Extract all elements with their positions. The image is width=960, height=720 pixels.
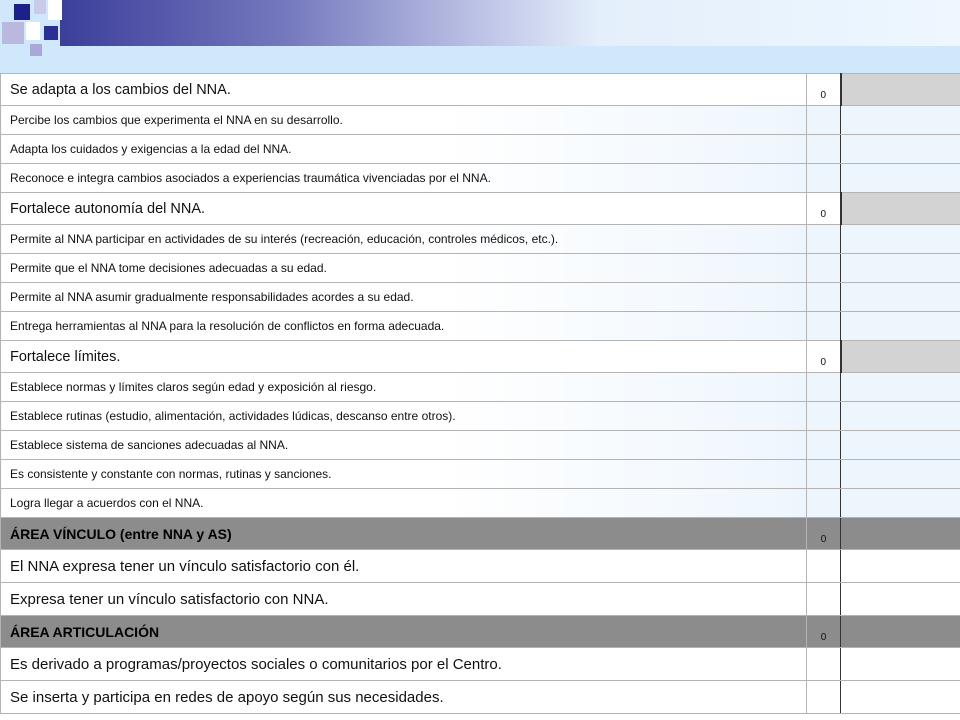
subcategory-row: [1, 341, 960, 373]
score-cell[interactable]: [807, 373, 841, 402]
area-header-row: [1, 616, 960, 648]
decor-square-navy-2: [44, 26, 58, 40]
row-label: Permite que el NNA tome decisiones adecuadas a su edad.: [1, 254, 807, 283]
score-cell[interactable]: [807, 489, 841, 518]
score-cell[interactable]: [807, 106, 841, 135]
banner-gradient-strip: [60, 0, 960, 46]
score-value: 0: [820, 89, 827, 101]
observation-cell[interactable]: [841, 681, 960, 714]
score-cell[interactable]: [807, 616, 841, 648]
row-label: Establece rutinas (estudio, alimentación, actividades lúdicas, descanso entre otros).: [1, 402, 807, 431]
observation-cell[interactable]: [841, 648, 960, 681]
row-label: Es consistente y constante con normas, rutinas y sanciones.: [1, 460, 807, 489]
observation-cell[interactable]: [841, 518, 960, 550]
criteria-row: [1, 489, 960, 518]
score-value: 0: [820, 356, 827, 368]
criteria-row: [1, 681, 960, 714]
observation-cell[interactable]: [841, 402, 960, 431]
criteria-row: [1, 106, 960, 135]
score-cell[interactable]: [807, 135, 841, 164]
score-cell[interactable]: [807, 402, 841, 431]
decor-square-lilac-3: [30, 44, 42, 56]
observation-cell[interactable]: [841, 341, 960, 373]
row-label: Fortalece límites.: [1, 341, 807, 373]
row-label: Logra llegar a acuerdos con el NNA.: [1, 489, 807, 518]
subcategory-row: [1, 74, 960, 106]
criteria-row: [1, 225, 960, 254]
score-cell[interactable]: [807, 583, 841, 616]
row-label: Percibe los cambios que experimenta el NNA en su desarrollo.: [1, 106, 807, 135]
criteria-row: [1, 373, 960, 402]
area-header-row: [1, 518, 960, 550]
criteria-row: [1, 135, 960, 164]
decor-square-navy: [14, 4, 30, 20]
score-value: 0: [820, 631, 827, 643]
decor-square-lilac: [34, 0, 46, 14]
observation-cell[interactable]: [841, 74, 960, 106]
score-cell[interactable]: [807, 312, 841, 341]
observation-cell[interactable]: [841, 373, 960, 402]
criteria-row: [1, 402, 960, 431]
score-cell[interactable]: [807, 550, 841, 583]
criteria-row: [1, 431, 960, 460]
score-cell[interactable]: [807, 431, 841, 460]
score-cell[interactable]: [807, 341, 841, 373]
criteria-row: [1, 583, 960, 616]
criteria-row: [1, 460, 960, 489]
observation-cell[interactable]: [841, 225, 960, 254]
observation-cell[interactable]: [841, 489, 960, 518]
observation-cell[interactable]: [841, 283, 960, 312]
subcategory-row: [1, 193, 960, 225]
decor-square-white-2: [26, 22, 40, 40]
score-cell[interactable]: [807, 518, 841, 550]
score-cell[interactable]: [807, 164, 841, 193]
row-label: Fortalece autonomía del NNA.: [1, 193, 807, 225]
observation-cell[interactable]: [841, 616, 960, 648]
score-cell[interactable]: [807, 74, 841, 106]
decor-square-lilac-2: [2, 22, 24, 44]
row-label: Se inserta y participa en redes de apoyo según sus necesidades.: [1, 681, 807, 714]
row-label: Entrega herramientas al NNA para la resolución de conflictos en forma adecuada.: [1, 312, 807, 341]
observation-cell[interactable]: [841, 106, 960, 135]
row-label: El NNA expresa tener un vínculo satisfactorio con él.: [1, 550, 807, 583]
score-cell[interactable]: [807, 648, 841, 681]
criteria-row: [1, 550, 960, 583]
decor-square-white: [48, 0, 62, 20]
row-label: Es derivado a programas/proyectos sociales o comunitarios por el Centro.: [1, 648, 807, 681]
score-cell[interactable]: [807, 681, 841, 714]
criteria-row: [1, 648, 960, 681]
criteria-row: [1, 254, 960, 283]
observation-cell[interactable]: [841, 193, 960, 225]
row-label: Establece sistema de sanciones adecuadas al NNA.: [1, 431, 807, 460]
criteria-row: [1, 283, 960, 312]
observation-cell[interactable]: [841, 254, 960, 283]
row-label: Expresa tener un vínculo satisfactorio con NNA.: [1, 583, 807, 616]
observation-cell[interactable]: [841, 312, 960, 341]
observation-cell[interactable]: [841, 460, 960, 489]
row-label: Permite al NNA asumir gradualmente responsabilidades acordes a su edad.: [1, 283, 807, 312]
row-label: Permite al NNA participar en actividades de su interés (recreación, educación, controles médicos, etc.).: [1, 225, 807, 254]
evaluation-table: [0, 73, 960, 714]
criteria-row: [1, 164, 960, 193]
observation-cell[interactable]: [841, 550, 960, 583]
row-label: Adapta los cuidados y exigencias a la edad del NNA.: [1, 135, 807, 164]
observation-cell[interactable]: [841, 431, 960, 460]
observation-cell[interactable]: [841, 583, 960, 616]
header-banner: [0, 0, 960, 73]
observation-cell[interactable]: [841, 164, 960, 193]
score-cell[interactable]: [807, 283, 841, 312]
row-label: Reconoce e integra cambios asociados a experiencias traumática vivenciadas por el NNA.: [1, 164, 807, 193]
score-cell[interactable]: [807, 225, 841, 254]
observation-cell[interactable]: [841, 135, 960, 164]
row-label: ÁREA ARTICULACIÓN: [1, 616, 807, 648]
criteria-row: [1, 312, 960, 341]
score-cell[interactable]: [807, 254, 841, 283]
score-value: 0: [820, 208, 827, 220]
score-value: 0: [820, 533, 827, 545]
score-cell[interactable]: [807, 193, 841, 225]
row-label: Establece normas y límites claros según edad y exposición al riesgo.: [1, 373, 807, 402]
row-label: Se adapta a los cambios del NNA.: [1, 74, 807, 106]
score-cell[interactable]: [807, 460, 841, 489]
row-label: ÁREA VÍNCULO (entre NNA y AS): [1, 518, 807, 550]
